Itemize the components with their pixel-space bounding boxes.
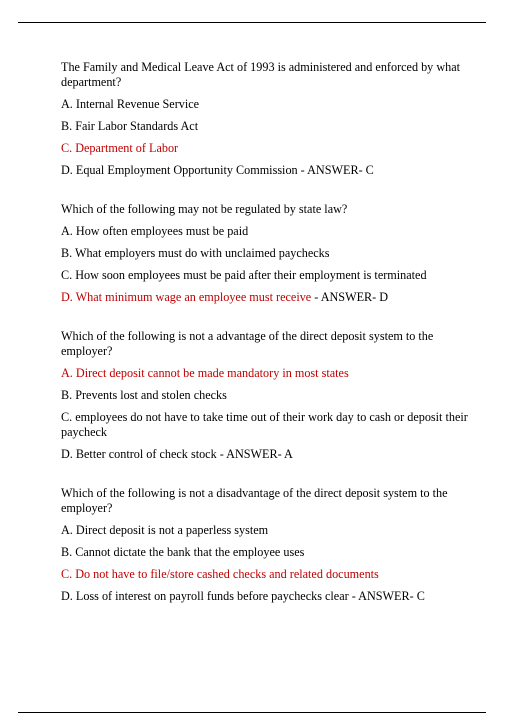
option-c: C. employees do not have to take time out of their work day to cash or deposit their paycheck — [61, 410, 468, 439]
question-text: Which of the following may not be regulated by state law? — [61, 202, 348, 216]
option-b: B. Prevents lost and stolen checks — [61, 388, 227, 402]
option-a: A. How often employees must be paid — [61, 224, 249, 238]
question-block-3 — [61, 329, 471, 462]
top-rule — [18, 22, 486, 23]
question-block-4 — [61, 486, 471, 604]
option-d-correct-text: D. What minimum wage an employee must receive — [61, 290, 312, 304]
option-a-correct: A. Direct deposit cannot be made mandatory in most states — [61, 366, 349, 380]
question-block-1 — [61, 60, 471, 178]
option-c: C. How soon employees must be paid after their employment is terminated — [61, 268, 427, 282]
document-content — [61, 60, 471, 628]
answer-key: - ANSWER- D — [311, 290, 389, 304]
question-text: Which of the following is not a advantage of the direct deposit system to the employer? — [61, 329, 434, 358]
option-a: A. Direct deposit is not a paperless system — [61, 523, 269, 537]
option-d: D. Loss of interest on payroll funds before paychecks clear - ANSWER- C — [61, 589, 425, 603]
option-d: D. Better control of check stock - ANSWER- A — [61, 447, 293, 461]
option-c-correct: C. Department of Labor — [61, 141, 179, 155]
option-d — [61, 290, 471, 305]
option-d: D. Equal Employment Opportunity Commission - ANSWER- C — [61, 163, 374, 177]
option-a: A. Internal Revenue Service — [61, 97, 200, 111]
option-b: B. What employers must do with unclaimed paychecks — [61, 246, 330, 260]
option-b: B. Cannot dictate the bank that the employee uses — [61, 545, 305, 559]
question-text: The Family and Medical Leave Act of 1993 is administered and enforced by what department? — [61, 60, 461, 89]
bottom-rule — [18, 712, 486, 713]
option-c-correct: C. Do not have to file/store cashed checks and related documents — [61, 567, 379, 581]
option-b: B. Fair Labor Standards Act — [61, 119, 199, 133]
question-text: Which of the following is not a disadvantage of the direct deposit system to the employer? — [61, 486, 448, 515]
question-block-2 — [61, 202, 471, 305]
